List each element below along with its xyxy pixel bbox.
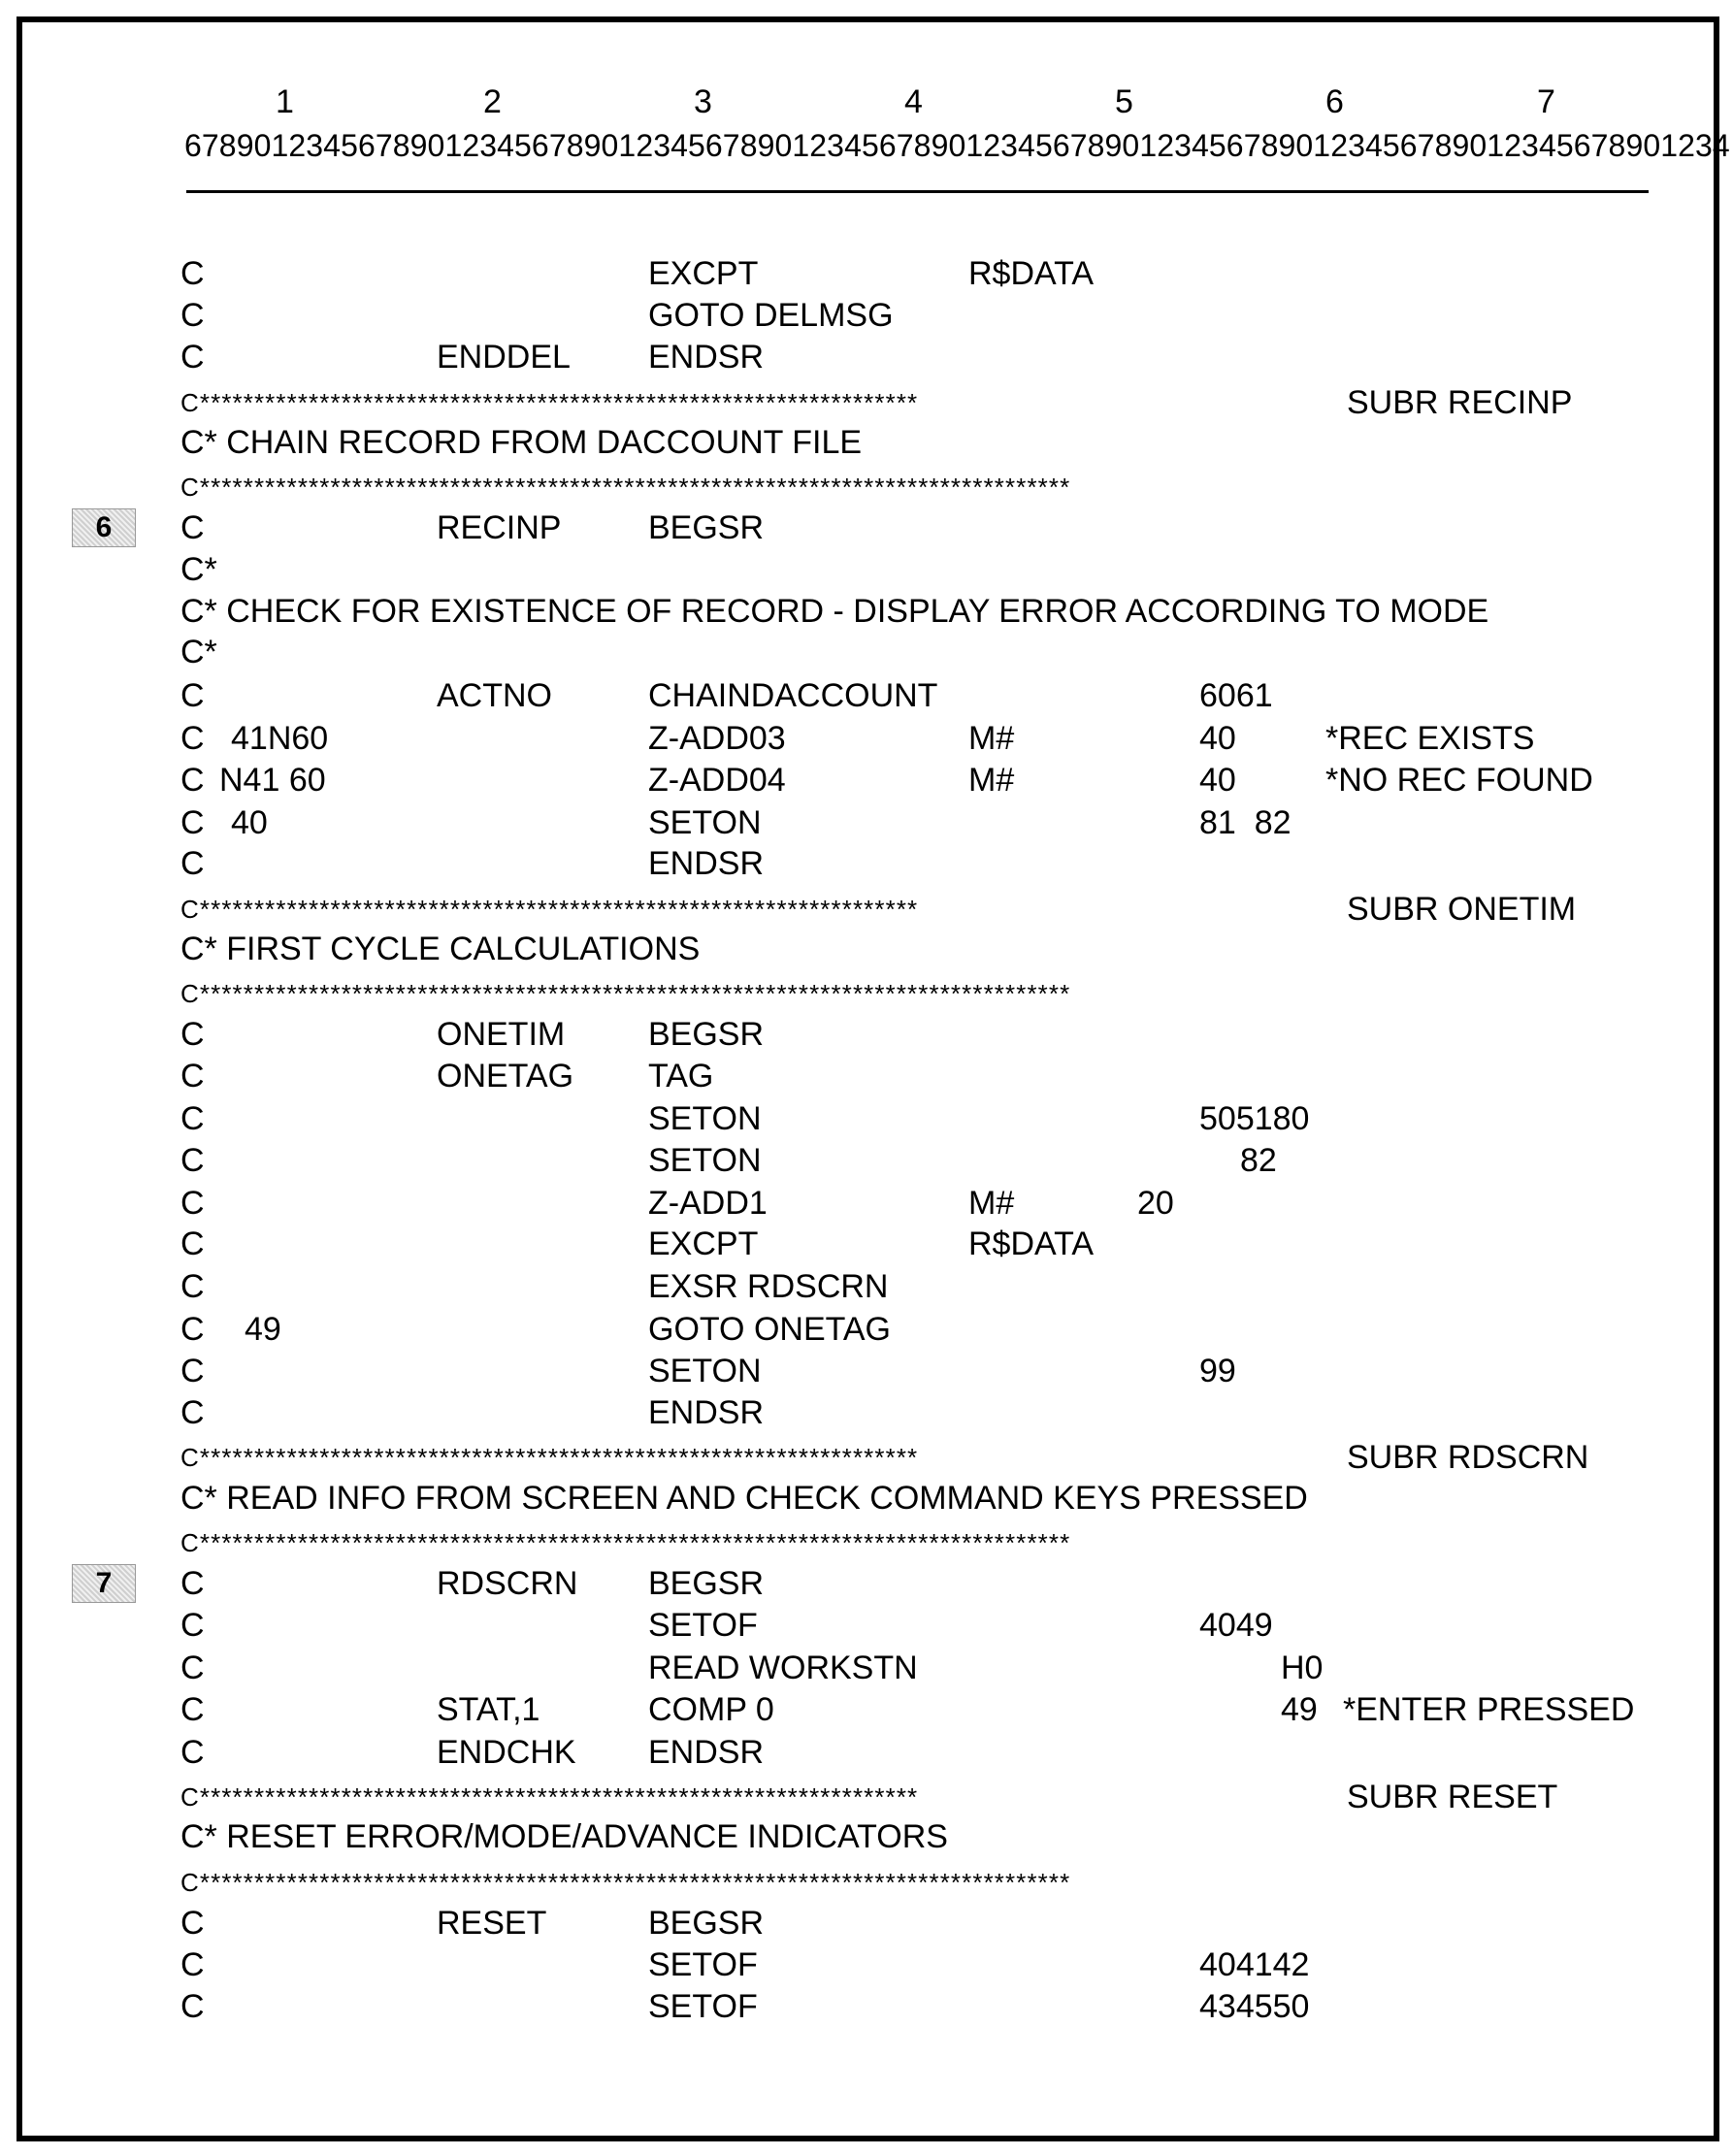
column-ruler-digits: 67890123456789012345678901234567890123456789012345678901234567890123456789012345678901234 — [184, 128, 1730, 163]
ruler-tens-7: 7 — [1537, 83, 1555, 120]
ruler-tens-2: 2 — [483, 83, 502, 120]
ruler-tens-6: 6 — [1325, 83, 1344, 120]
rpg-source-listing: C EXCPT R$DATA C GOTO DELMSG C ENDDEL ENDSR C****************************************************************** SUBR RECINP C* CHAIN RECORD FROM DACCOUNT FILE C******************************************************************************** C RECINP BEGSR C* C* CHECK FOR EXISTENCE OF RECORD - DISPLAY ERROR ACCORDING TO MODE C* C ACTNO CHAINDACCOUNT 6061 C 41N60 Z-ADD03 M# 40 *REC EXISTS C N41 60 Z-ADD04 M# 40 *NO REC FOUND C 40 SETON 81 82 C ENDSR C****************************************************************** SUBR ONETIM C* FIRST CYCLE CALCULATIONS C******************************************************************************** C ONETIM BEGSR C ONETAG TAG C SETON 505180 C SETON 82 C Z-ADD1 M# 20 C EXCPT R$DATA C EXSR RDSCRN C 49 GOTO ONETAG C SETON 99 C ENDSR C****************************************************************** SUBR RDSCRN C* READ INFO FROM SCREEN AND CHECK COMMAND KEYS PRESSED C******************************************************************************** C RDSCRN BEGSR C SETOF 4049 C READ WORKSTN H0 C STAT,1 COMP 0 49 *ENTER PRESSED C ENDCHK ENDSR C****************************************************************** SUBR RESET C* RESET ERROR/MODE/ADVANCE INDICATORS C******************************************************************************** C RESET BEGSR C SETOF 404142 C SETOF 434550 — [180, 255, 1635, 2025]
ruler-tens-1: 1 — [276, 83, 294, 120]
ruler-tens-5: 5 — [1115, 83, 1133, 120]
subroutine-header: C****************************************************************** — [180, 1443, 919, 1472]
subroutine-header: C****************************************************************** — [180, 1782, 919, 1812]
ruler-tens-4: 4 — [904, 83, 923, 120]
separator-line: C******************************************************************************** — [180, 473, 1071, 502]
ruler-tens-3: 3 — [694, 83, 712, 120]
separator-line: C******************************************************************************** — [180, 979, 1071, 1008]
callout-badge-7: 7 — [72, 1564, 136, 1603]
callout-badge-6: 6 — [72, 508, 136, 547]
subroutine-header: C****************************************************************** — [180, 388, 919, 417]
subroutine-header: C****************************************************************** — [180, 895, 919, 924]
separator-line: C******************************************************************************** — [180, 1528, 1071, 1557]
separator-line: C******************************************************************************** — [180, 1868, 1071, 1897]
